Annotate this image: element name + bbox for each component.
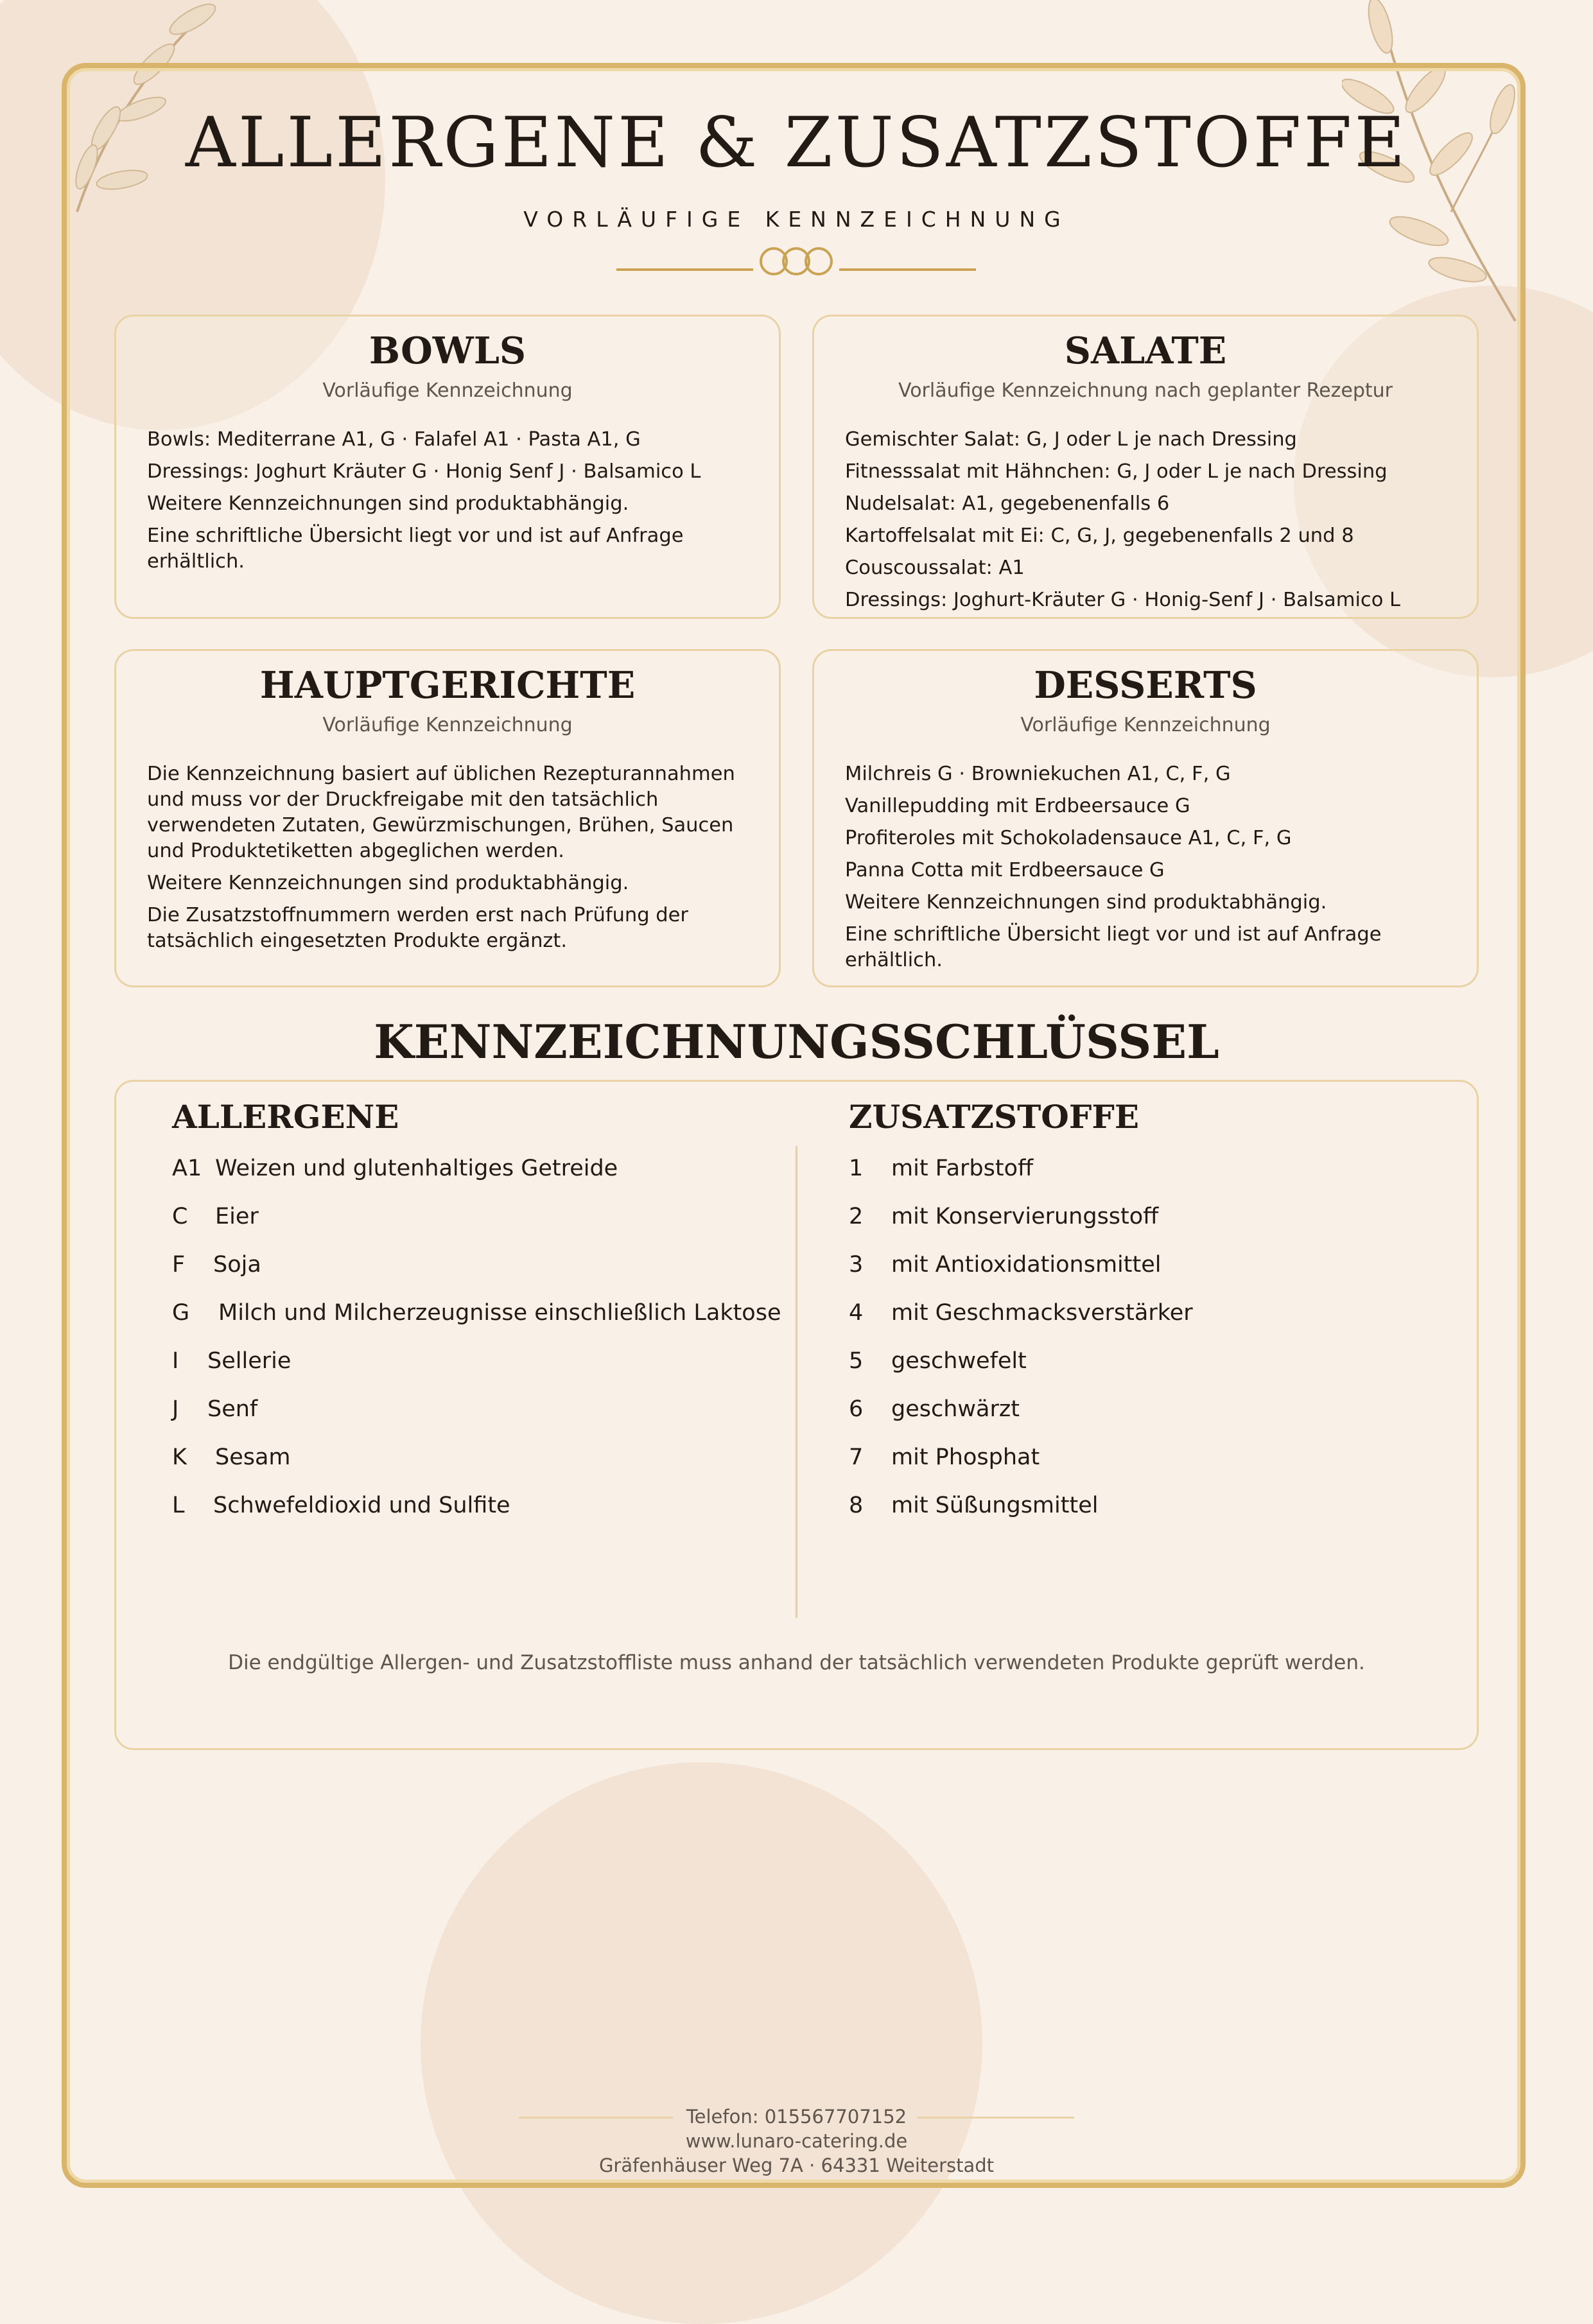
allergen-label: Sesam	[215, 1444, 291, 1470]
allergen-label: Eier	[215, 1204, 259, 1229]
card-line: Dressings: Joghurt-Kräuter G · Honig-Senf J · Balsamico L	[845, 589, 1401, 611]
card-lines	[147, 761, 753, 960]
card-line: Panna Cotta mit Erdbeersauce G	[845, 859, 1165, 881]
allergen-code: F	[172, 1252, 186, 1278]
card-line: Eine schriftliche Übersicht liegt vor und ist auf Anfrage erhältlich.	[147, 525, 684, 573]
ornament-divider-icon	[613, 244, 979, 276]
allergen-code: G	[172, 1300, 190, 1326]
additive-code: 8	[849, 1493, 864, 1518]
list-item	[172, 1444, 781, 1493]
allergen-code: L	[172, 1493, 185, 1518]
card-subtitle: Vorläufige Kennzeichnung	[322, 379, 573, 402]
card-line: Die Zusatzstoffnummern werden erst nach Prüfung der tatsächlich eingesetzten Produkte ergänzt.	[147, 904, 688, 952]
card-line: Weitere Kennzeichnungen sind produktabhängig.	[147, 872, 629, 894]
additive-label: geschwärzt	[891, 1396, 1020, 1422]
list-item	[849, 1396, 1193, 1444]
card-desserts	[812, 649, 1479, 987]
list-item	[172, 1300, 781, 1348]
list-item	[849, 1156, 1193, 1204]
card-line: Profiteroles mit Schokoladensauce A1, C, F, G	[845, 827, 1292, 849]
card-lines	[845, 761, 1451, 980]
allergen-code: J	[172, 1396, 179, 1422]
list-item	[172, 1156, 781, 1204]
card-title: BOWLS	[369, 329, 527, 372]
card-subtitle: Vorläufige Kennzeichnung	[1020, 714, 1271, 736]
card-line: Weitere Kennzeichnungen sind produktabhängig.	[845, 891, 1327, 914]
additive-code: 6	[849, 1396, 864, 1422]
allergen-label: Milch und Milcherzeugnisse einschließlich Laktose	[218, 1300, 781, 1326]
card-lines	[845, 427, 1451, 620]
list-item	[172, 1204, 781, 1252]
allergene-heading: ALLERGENE	[172, 1098, 399, 1136]
list-item	[172, 1493, 781, 1541]
page-title: ALLERGENE & ZUSATZSTOFFE	[185, 103, 1408, 183]
card-line: Eine schriftliche Übersicht liegt vor und ist auf Anfrage erhältlich.	[845, 923, 1382, 971]
additive-label: mit Phosphat	[891, 1444, 1040, 1470]
card-subtitle: Vorläufige Kennzeichnung nach geplanter Rezeptur	[898, 379, 1393, 402]
key-note: Die endgültige Allergen- und Zusatzstoffliste muss anhand der tatsächlich verwendeten Produkte geprüft werden.	[228, 1651, 1365, 1674]
allergen-code: A1	[172, 1156, 202, 1181]
list-item	[849, 1348, 1193, 1396]
list-item	[172, 1348, 781, 1396]
additive-code: 2	[849, 1204, 864, 1229]
allergen-label: Senf	[207, 1396, 258, 1422]
column-divider	[796, 1146, 797, 1618]
list-item	[849, 1300, 1193, 1348]
card-salate	[812, 315, 1479, 619]
card-bowls	[114, 315, 781, 619]
card-lines	[147, 427, 753, 581]
list-item	[172, 1252, 781, 1300]
additive-label: mit Geschmacksverstärker	[891, 1300, 1193, 1326]
card-hauptgerichte	[114, 649, 781, 987]
list-item	[849, 1444, 1193, 1493]
allergen-code: C	[172, 1204, 188, 1229]
additive-code: 3	[849, 1252, 864, 1278]
allergen-code: I	[172, 1348, 179, 1374]
card-subtitle: Vorläufige Kennzeichnung	[322, 714, 573, 736]
additive-label: geschwefelt	[891, 1348, 1027, 1374]
additive-code: 1	[849, 1156, 864, 1181]
additive-label: mit Farbstoff	[891, 1156, 1034, 1181]
card-line: Milchreis G · Browniekuchen A1, C, F, G	[845, 763, 1231, 785]
allergen-label: Sellerie	[207, 1348, 292, 1374]
allergen-label: Schwefeldioxid und Sulfite	[213, 1493, 510, 1518]
card-line: Weitere Kennzeichnungen sind produktabhängig.	[147, 492, 629, 515]
allergen-label: Soja	[213, 1252, 261, 1278]
footer-website: www.lunaro-catering.de	[685, 2130, 908, 2152]
card-line: Nudelsalat: A1, gegebenenfalls 6	[845, 492, 1170, 515]
allergen-code: K	[172, 1444, 187, 1470]
zusatzstoffe-list	[849, 1156, 1193, 1541]
allergen-label: Weizen und glutenhaltiges Getreide	[215, 1156, 618, 1181]
card-title: DESSERTS	[1034, 664, 1257, 707]
additive-label: mit Konservierungsstoff	[891, 1204, 1159, 1229]
card-title: HAUPTGERICHTE	[259, 664, 636, 707]
page-subtitle: VORLÄUFIGE KENNZEICHNUNG	[523, 207, 1070, 232]
card-line: Dressings: Joghurt Kräuter G · Honig Senf J · Balsamico L	[147, 460, 701, 483]
card-line: Gemischter Salat: G, J oder L je nach Dressing	[845, 428, 1297, 451]
additive-code: 7	[849, 1444, 864, 1470]
additive-code: 4	[849, 1300, 864, 1326]
card-line: Fitnesssalat mit Hähnchen: G, J oder L je nach Dressing	[845, 460, 1388, 483]
additive-label: mit Süßungsmittel	[891, 1493, 1099, 1518]
footer-address: Gräfenhäuser Weg 7A · 64331 Weiterstadt	[598, 2155, 995, 2176]
allergene-list	[172, 1156, 781, 1541]
card-line: Bowls: Mediterrane A1, G · Falafel A1 · Pasta A1, G	[147, 428, 641, 451]
additive-code: 5	[849, 1348, 864, 1374]
list-item	[849, 1252, 1193, 1300]
list-item	[849, 1204, 1193, 1252]
card-line: Kartoffelsalat mit Ei: C, G, J, gegebenenfalls 2 und 8	[845, 525, 1354, 547]
card-title: SALATE	[1064, 329, 1227, 372]
list-item	[172, 1396, 781, 1444]
zusatzstoffe-heading: ZUSATZSTOFFE	[849, 1098, 1139, 1136]
card-line: Couscoussalat: A1	[845, 557, 1025, 579]
additive-label: mit Antioxidationsmittel	[891, 1252, 1162, 1278]
key-section-title: KENNZEICHNUNGSSCHLÜSSEL	[374, 1014, 1219, 1069]
card-line: Vanillepudding mit Erdbeersauce G	[845, 795, 1190, 817]
footer-phone: Telefon: 015567707152	[686, 2106, 907, 2128]
list-item	[849, 1493, 1193, 1541]
card-line: Die Kennzeichnung basiert auf üblichen Rezepturannahmen und muss vor der Druckfreigabe mit den tatsächlich verwendeten Zutaten, Gewürzmischungen, Brühen, Saucen und Produktetiketten abgeglichen werden.	[147, 763, 735, 862]
